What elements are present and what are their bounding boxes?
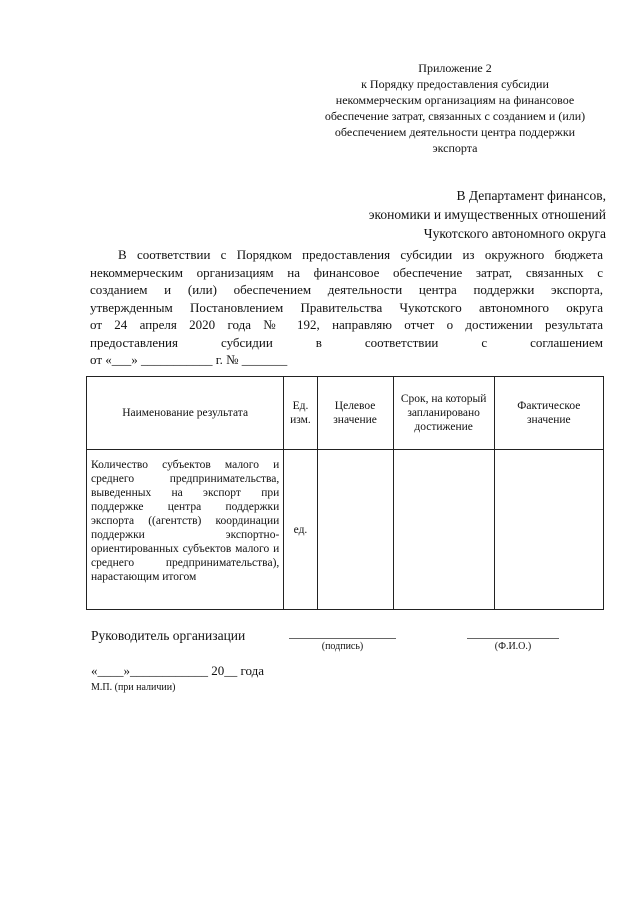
report-body-paragraph	[90, 246, 603, 369]
cell-result-name: Количество субъектов малого и среднего предпринимательства, выведенных на экспорт при поддержке центра поддержки экспорта ((агентств) координации поддержки экспортно-ориентированных субъектов малого и среднего предпринимательства), нарастающим итогом	[87, 450, 284, 610]
cell-actual-value	[494, 450, 603, 610]
cell-unit: ед.	[284, 450, 317, 610]
annex-line: Приложение 2	[418, 61, 492, 75]
results-table	[86, 376, 604, 610]
date-line: «____»____________ 20__ года	[91, 663, 265, 678]
header-actual-value: Фактическое значение	[494, 377, 603, 450]
addressee-line: Чукотского автономного округа	[423, 226, 606, 241]
table-row	[87, 450, 604, 610]
addressee-block	[369, 186, 606, 243]
header-target-value: Целевое значение	[317, 377, 393, 450]
body-line: некоммерческим организациям на финансовое обеспечение затрат, связанных с	[90, 264, 603, 280]
fullname-caption: (Ф.И.О.)	[494, 641, 532, 652]
addressee-line: экономики и имущественных отношений	[368, 207, 606, 222]
body-line: утвержденным Постановлением Правительства Чукотского автономного округа	[90, 299, 603, 315]
annex-line: к Порядку предоставления субсидии	[361, 77, 549, 91]
header-unit: Ед. изм.	[284, 377, 317, 450]
signature-caption: (подпись)	[321, 641, 364, 652]
fullname-line	[467, 638, 559, 639]
addressee-line: В Департамент финансов,	[456, 188, 606, 203]
header-result-name: Наименование результата	[87, 377, 284, 450]
annex-header	[305, 60, 605, 156]
body-line: В соответствии с Порядком предоставления субсидии из окружного бюджета	[118, 247, 603, 262]
annex-line: обеспечение затрат, связанных с созданием и (или)	[324, 109, 586, 123]
annex-line: обеспечением деятельности центра поддержки	[334, 125, 576, 139]
body-line: предоставления субсидии в соответствии с соглашением	[90, 334, 603, 350]
body-line: созданием и (или) обеспечением деятельности центра поддержки экспорта,	[90, 282, 603, 297]
stamp-note: М.П. (при наличии)	[91, 682, 176, 693]
cell-target-value	[317, 450, 393, 610]
body-line: от 24 апреля 2020 года № 192, направляю отчет о достижении результата	[90, 317, 603, 332]
signature-line	[289, 638, 396, 639]
annex-line: некоммерческим организациям на финансовое	[335, 93, 575, 107]
header-deadline: Срок, на который запланировано достижение	[393, 377, 494, 450]
annex-line: экспорта	[432, 141, 478, 155]
signature-label: Руководитель организации	[91, 628, 246, 643]
table-header-row	[87, 377, 604, 450]
body-line: от «___» ___________ г. № _______	[90, 352, 288, 367]
cell-deadline	[393, 450, 494, 610]
